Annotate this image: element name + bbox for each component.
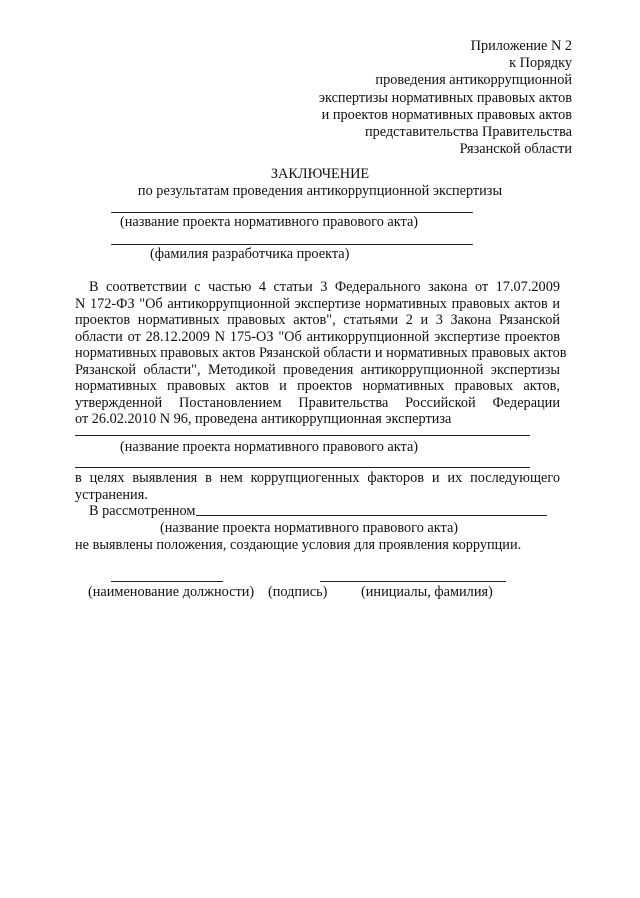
paragraph-line: в целях выявления в нем коррупциогенных факторов и их последующего <box>75 470 560 486</box>
appendix-line: и проектов нормативных правовых актов <box>321 106 572 123</box>
appendix-line: Приложение N 2 <box>470 38 572 54</box>
name-field-line <box>320 581 506 582</box>
project-field-line-2 <box>75 467 530 468</box>
paragraph-line: нормативных правовых актов и проектов нормативных правовых актов, <box>75 378 560 394</box>
paragraph-line: В соответствии с частью 4 статьи 3 Федерального закона от 17.07.2009 <box>89 279 560 295</box>
appendix-block <box>319 38 572 158</box>
paragraph-line: Рязанской области", Методикой проведения антикоррупционной экспертизы <box>75 361 560 378</box>
position-field-line <box>111 581 223 582</box>
paragraph-line: устранения. <box>75 486 148 503</box>
developer-field-line <box>111 244 473 245</box>
project-name-caption: (название проекта нормативного правового акта) <box>120 214 419 230</box>
position-caption: (наименование должности) <box>88 584 255 600</box>
project-name-field-line <box>111 212 473 213</box>
project-caption-1: (название проекта нормативного правового акта) <box>120 439 419 455</box>
project-field-line-1 <box>75 435 530 436</box>
paragraph-line: N 172-ФЗ "Об антикоррупционной экспертизе нормативных правовых актов и <box>75 295 560 312</box>
paragraph-line: нормативных правовых актов Рязанской области и нормативных правовых актов <box>75 345 567 361</box>
paragraph-line: утвержденной Постановлением Правительства Российской Федерации <box>75 394 560 411</box>
paragraph-line: области от 28.12.2009 N 175-ОЗ "Об антикоррупционной экспертизе проектов <box>75 328 560 345</box>
conclusion-text: не выявлены положения, создающие условия для проявления коррупции. <box>75 537 522 553</box>
legal-basis-paragraph <box>75 279 567 428</box>
appendix-line: представительства Правительства <box>364 124 572 141</box>
project-caption-2: (название проекта нормативного правового акта) <box>160 520 459 536</box>
signature-caption: (подпись) <box>268 584 328 600</box>
considered-field-line <box>196 515 547 516</box>
appendix-line: экспертизы нормативных правовых актов <box>318 89 572 106</box>
document-subtitle: по результатам проведения антикоррупционной экспертизы <box>137 183 503 199</box>
appendix-line: Рязанской области <box>459 141 572 158</box>
considered-label: В рассмотренном <box>89 503 196 519</box>
paragraph-line: от 26.02.2010 N 96, проведена антикоррупционная экспертиза <box>75 411 452 427</box>
developer-caption: (фамилия разработчика проекта) <box>150 246 350 262</box>
appendix-line: к Порядку <box>509 55 572 72</box>
paragraph-line: проектов нормативных правовых актов", статьями 2 и 3 Закона Рязанской <box>75 312 560 328</box>
document-title: ЗАКЛЮЧЕНИЕ <box>270 166 370 182</box>
name-caption: (инициалы, фамилия) <box>361 584 493 600</box>
appendix-line: проведения антикоррупционной <box>375 72 572 89</box>
purpose-paragraph <box>75 470 560 503</box>
